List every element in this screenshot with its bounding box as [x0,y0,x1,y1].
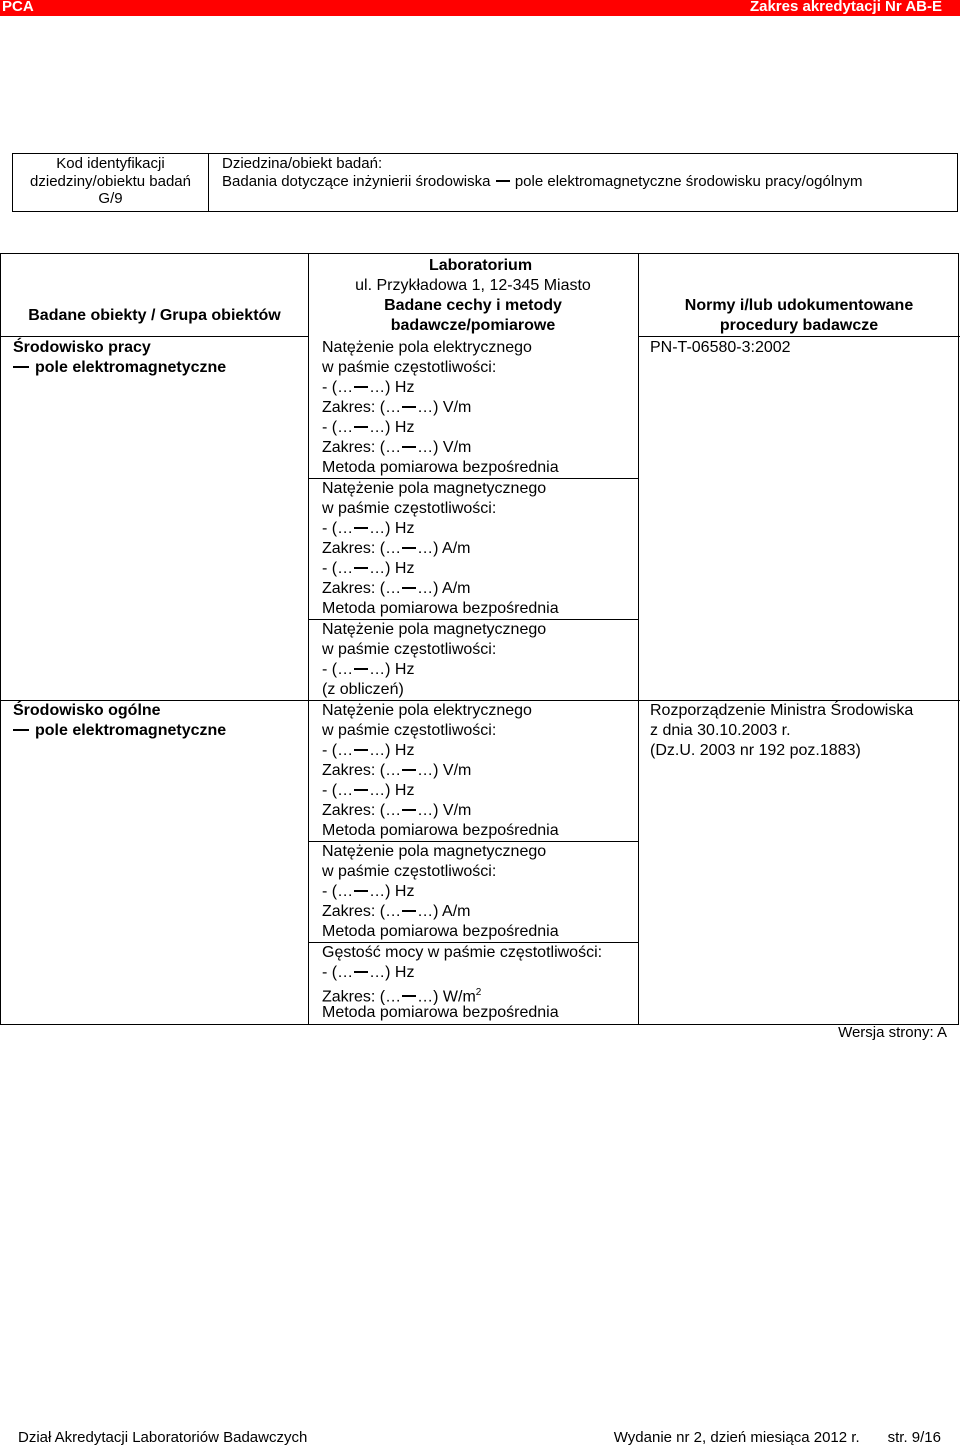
band-label: w paśmie częstotliwości: [322,500,497,517]
band-label: w paśmie częstotliwości: [322,722,497,739]
method-label: Metoda pomiarowa bezpośrednia [322,822,559,839]
dash-mark [354,749,368,751]
field-prefix: Badania dotyczące inżynierii środowiska [222,172,491,190]
range-prefix: Zakres: (… [322,439,402,456]
dash-mark [496,180,510,182]
h-field-label: Natężenie pola magnetycznego [322,843,547,860]
range-vm [322,438,471,458]
dash-mark [354,426,368,428]
footer-department: Dział Akredytacji Laboratoriów Badawczych [18,1429,308,1446]
field-cell [222,155,863,190]
range-suffix: …) A/m [417,580,471,597]
range-hz [322,519,414,539]
group1-object-1: Środowisko pracy [13,339,151,356]
range-suffix: …) V/m [417,802,472,819]
code-cell [13,154,208,208]
group1-object-2: pole elektromagnetyczne [35,359,227,376]
method-label: Metoda pomiarowa bezpośrednia [322,459,559,476]
group2-standard-2: z dnia 30.10.2003 r. [650,722,791,739]
range-prefix: Zakres: (… [322,802,402,819]
calculated-label: (z obliczeń) [322,681,404,698]
range-suffix: …) Hz [369,520,415,537]
rule-header-col3 [638,336,960,337]
group2-standard-1: Rozporządzenie Ministra Środowiska [650,702,914,719]
dash-mark [354,527,368,529]
field-value [222,173,863,191]
range-hz [322,741,414,761]
range-suffix: …) V/m [417,762,472,779]
range-suffix: …) A/m [417,903,471,920]
range-prefix: - (… [322,964,354,981]
range-hz [322,660,414,680]
field-suffix: pole elektromagnetyczne środowisku pracy/ogólnym [514,172,863,190]
range-prefix: - (… [322,520,354,537]
col3-header-2: procedury badawcze [719,317,879,334]
group2-object-1: Środowisko ogólne [13,702,161,719]
band-label: w paśmie częstotliwości: [322,863,497,880]
range-prefix: Zakres: (… [322,399,402,416]
range-suffix: …) Hz [369,560,415,577]
range-suffix: …) Hz [369,782,415,799]
dash-mark [402,995,416,997]
dash-mark [13,729,29,731]
range-vm [322,761,471,781]
dash-mark [402,910,416,912]
column-divider-1 [308,254,309,1024]
dash-mark [402,769,416,771]
range-vm [322,801,471,821]
range-hz [322,559,414,579]
range-suffix: …) Hz [369,419,415,436]
range-hz [322,963,414,983]
lab-title: Laboratorium [428,257,533,274]
code-label-2: dziedziny/obiektu badań [30,172,191,190]
footer-edition: Wydanie nr 2, dzień miesiąca 2012 r. [613,1429,860,1446]
dash-mark [354,386,368,388]
range-prefix: Zakres: (… [322,540,402,557]
range-am [322,902,470,922]
footer-info [614,1429,941,1446]
range-hz [322,378,414,398]
col1-header: Badane obiekty / Grupa obiektów [28,307,281,324]
rule-header-col1 [1,336,308,337]
power-density-label: Gęstość mocy w paśmie częstotliwości: [322,944,603,961]
range-prefix: - (… [322,883,354,900]
identification-table [12,153,958,212]
range-suffix: …) V/m [417,399,472,416]
superscript: 2 [475,987,482,998]
col2-header-2: badawcze/pomiarowe [390,317,556,334]
e-field-label: Natężenie pola elektrycznego [322,339,532,356]
range-prefix: Zakres: (… [322,903,402,920]
range-vm [322,398,471,418]
group2-object-2-row [13,721,226,741]
range-hz [322,882,414,902]
h-field-label: Natężenie pola magnetycznego [322,621,547,638]
range-am [322,539,470,559]
range-suffix: …) V/m [417,439,472,456]
range-suffix: …) W/m [417,988,476,1006]
range-suffix: …) Hz [369,379,415,396]
dash-mark [402,587,416,589]
group2-object-2: pole elektromagnetyczne [35,722,227,739]
col3-header-1: Normy i/lub udokumentowane [684,297,914,314]
e-field-label: Natężenie pola elektrycznego [322,702,532,719]
group1-object-2-row [13,358,226,378]
header-org: PCA [2,0,34,15]
code-label-1: Kod identyfikacji [56,155,165,172]
column-divider-2 [638,254,639,1024]
dash-mark [402,547,416,549]
dash-mark [354,971,368,973]
range-suffix: …) Hz [369,883,415,900]
range-suffix: …) Hz [369,964,415,981]
dash-mark [13,366,29,368]
range-prefix: - (… [322,661,354,678]
range-suffix: …) Hz [369,661,415,678]
code-value: G/9 [98,190,123,207]
dash-mark [402,809,416,811]
group1-standard: PN-T-06580-3:2002 [650,339,791,356]
range-prefix: Zakres: (… [322,580,402,597]
dash-mark [402,446,416,448]
header-bar [0,0,960,16]
lab-address: ul. Przykładowa 1, 12-345 Miasto [355,277,591,294]
range-prefix: - (… [322,742,354,759]
h-field-label: Natężenie pola magnetycznego [322,480,547,497]
dash-mark [354,668,368,670]
info-divider [208,154,209,211]
band-label: w paśmie częstotliwości: [322,641,497,658]
method-label: Metoda pomiarowa bezpośrednia [322,1004,559,1021]
group2-standard-3: (Dz.U. 2003 nr 192 poz.1883) [650,742,861,759]
col2-header-1: Badane cechy i metody [384,297,562,314]
range-am [322,579,470,599]
range-prefix: Zakres: (… [322,762,402,779]
method-label: Metoda pomiarowa bezpośrednia [322,600,559,617]
range-prefix: - (… [322,419,354,436]
range-suffix: …) A/m [417,540,471,557]
field-label: Dziedzina/obiekt badań: [222,155,383,172]
range-prefix: - (… [322,560,354,577]
method-label: Metoda pomiarowa bezpośrednia [322,923,559,940]
range-prefix: Zakres: (… [322,988,402,1006]
range-suffix: …) Hz [369,742,415,759]
dash-mark [354,789,368,791]
dash-mark [354,890,368,892]
range-hz [322,781,414,801]
dash-mark [402,406,416,408]
dash-mark [354,567,368,569]
footer-page-number: str. 9/16 [887,1429,941,1446]
range-prefix: - (… [322,782,354,799]
band-label: w paśmie częstotliwości: [322,359,497,376]
header-title: Zakres akredytacji Nr AB-E [749,0,942,15]
range-hz [322,418,414,438]
range-prefix: - (… [322,379,354,396]
accreditation-table [0,253,959,1025]
page-version: Wersja strony: A [838,1024,947,1041]
